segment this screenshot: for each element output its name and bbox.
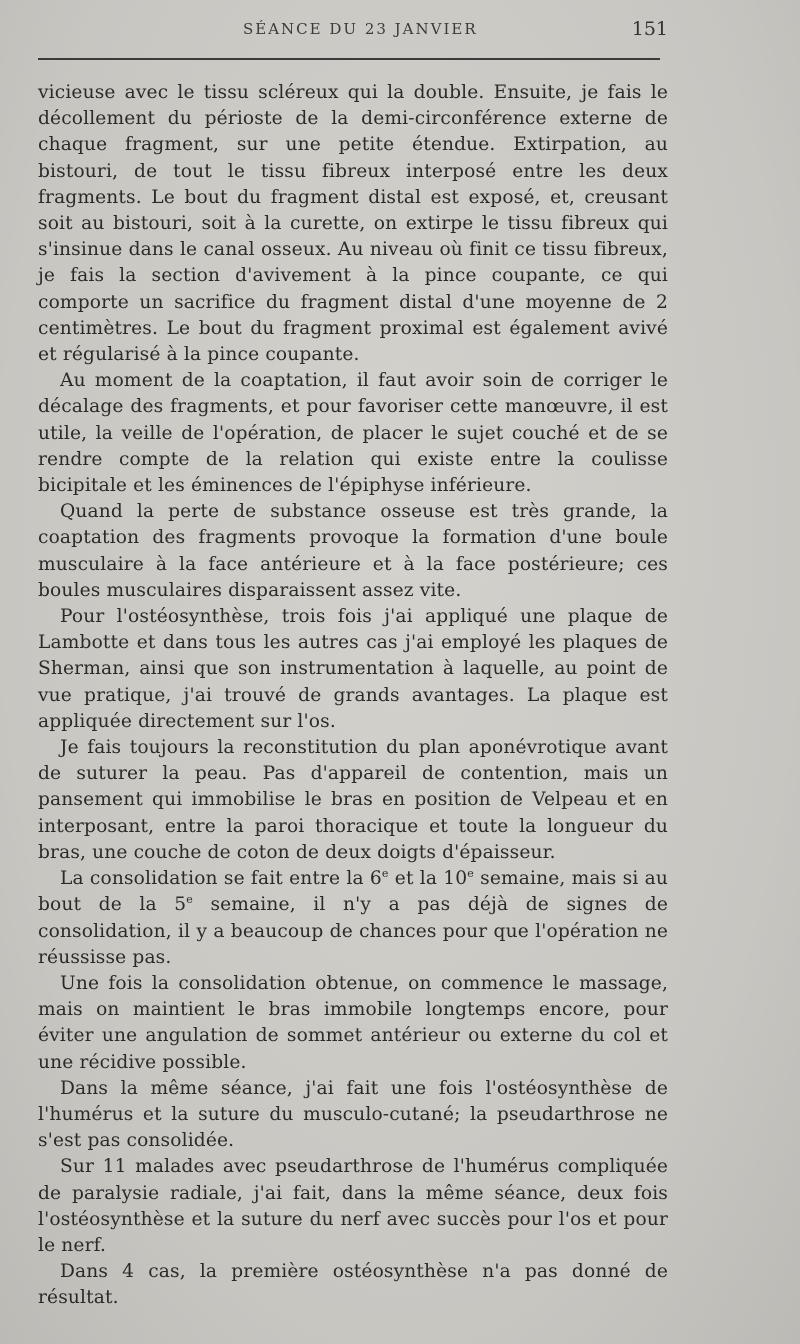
ordinal-suffix: e — [381, 866, 389, 880]
header-rule — [38, 58, 660, 60]
paragraph-7: Une fois la consolidation obtenue, on commence le massage, mais on maintient le bras immobile longtemps encore, pour éviter une angulation de sommet antérieur ou externe du col et une récidive possible. — [38, 972, 668, 1073]
paragraph-4: Pour l'ostéosynthèse, trois fois j'ai appliqué une plaque de Lambotte et dans tous les autres cas j'ai employé les plaques de Sherman, ainsi que son instrumentation à laquelle, au point de vue pratique, j'ai trouvé de grands avantages. La plaque est appliquée directement sur l'os. — [38, 606, 668, 732]
paragraph-2: Au moment de la coaptation, il faut avoir soin de corriger le décalage des fragments, et pour favoriser cette manœuvre, il est utile, la veille de l'opération, de placer le sujet couché et de se rendre compte de la relation qui existe entre la coulisse bicipitale et les éminences de l'épiphyse inférieure. — [38, 370, 668, 497]
consolidation-text-3: semaine, mais si au bout de la 5 — [38, 868, 668, 916]
ordinal-suffix: e — [467, 866, 474, 880]
page-number: 151 — [631, 18, 668, 40]
ordinal-suffix: e — [186, 893, 193, 907]
paragraph-6 — [38, 866, 668, 971]
consolidation-text-2: et la 10 — [388, 868, 468, 890]
paragraph-5: Je fais toujours la reconstitution du plan aponévrotique avant de suturer la peau. Pas d'appareil de contention, mais un pansement qui immobilise le bras en position de Velpeau et en interposant, entre la paroi thoracique et toute la longueur du bras, une couche de coton de deux doigts d'épaisseur. — [38, 737, 668, 863]
consolidation-text-1: La consolidation se fait entre la 6 — [60, 868, 382, 890]
paragraph-3: Quand la perte de substance osseuse est très grande, la coaptation des fragments provoque la formation d'une boule musculaire à la face antérieure et à la face postérieure; ces boules musculaires disparaissent assez vite. — [38, 501, 668, 601]
page-header — [38, 18, 668, 48]
consolidation-text-4: semaine, il n'y a pas déjà de signes de consolidation, il y a beaucoup de chances pour que l'opération ne réussisse pas. — [38, 894, 669, 968]
paragraph-1: vicieuse avec le tissu scléreux qui la double. Ensuite, je fais le décollement du périoste de la demi-circonférence externe de chaque fragment, sur une petite étendue. Extirpation, au bistouri, de tout le tissu fibreux interposé entre les deux fragments. Le bout du fragment distal est exposé, et, creusant soit au bistouri, soit à la curette, on extirpe le tissu fibreux qui s'insinue dans le canal osseux. Au niveau où finit ce tissu fibreux, je fais la section d'avivement à la pince coupante, ce qui comporte un sacrifice du fragment distal d'une moyenne de 2 centimètres. Le bout du fragment proximal est également avivé et régularisé à la pince coupante. — [38, 82, 668, 366]
paragraph-9: Sur 11 malades avec pseudarthrose de l'humérus compliquée de paralysie radiale, j'ai fait, dans la même séance, deux fois l'ostéosynthèse et la suture du nerf avec succès pour l'os et pour le nerf. — [38, 1156, 668, 1256]
body-text — [38, 80, 668, 1312]
paragraph-10: Dans 4 cas, la première ostéosynthèse n'a pas donné de résultat. — [38, 1261, 668, 1309]
running-head: SÉANCE DU 23 JANVIER — [243, 20, 478, 38]
paragraph-8: Dans la même séance, j'ai fait une fois l'ostéosynthèse de l'humérus et la suture du musculo-cutané; la pseudarthrose ne s'est pas consolidée. — [38, 1077, 668, 1152]
